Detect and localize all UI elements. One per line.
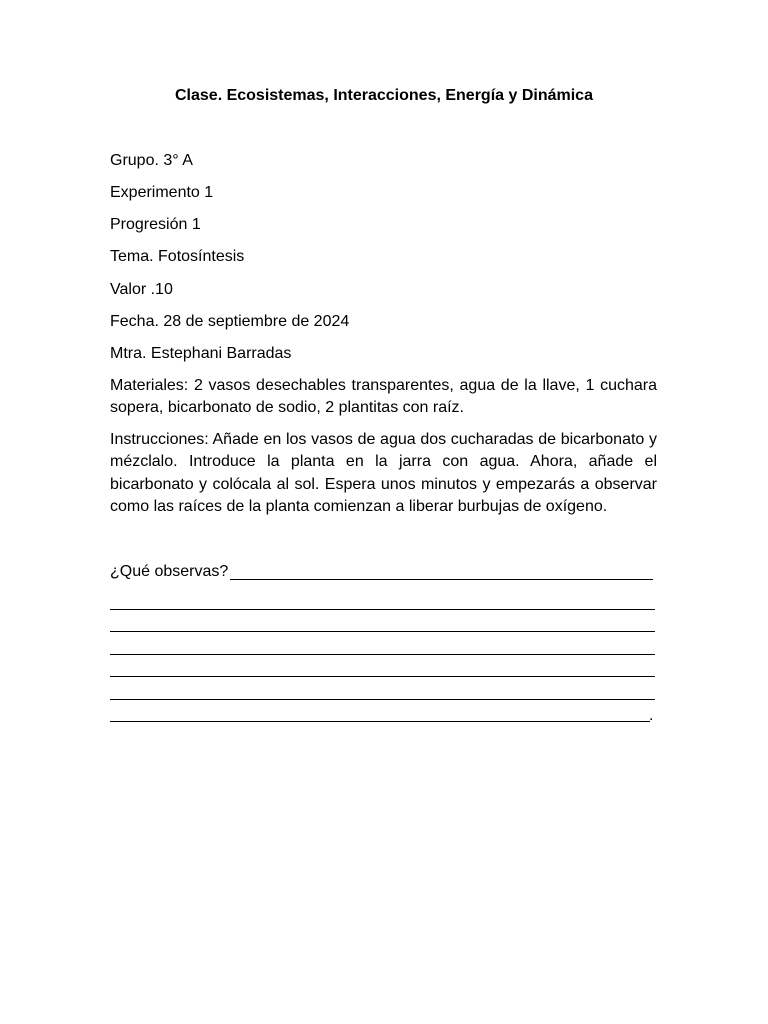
question-label: ¿Qué observas?: [110, 563, 229, 580]
grupo-line: Grupo. 3° A: [110, 152, 193, 169]
teacher-line: Mtra. Estephani Barradas: [110, 345, 292, 362]
experimento-line: Experimento 1: [110, 184, 214, 201]
answer-line: [110, 677, 655, 700]
materials-paragraph: Materiales: 2 vasos desechables transparentes, agua de la llave, 1 cuchara sopera, bicarbonato de sodio, 2 plantitas con raíz.: [110, 377, 657, 417]
progresion-line: Progresión 1: [110, 216, 201, 233]
answer-line: [110, 632, 655, 655]
instructions-paragraph: Instrucciones: Añade en los vasos de agua dos cucharadas de bicarbonato y mézclalo. Introduce la planta en la jarra con agua. Ahora, añade el bicarbonato y colócala al sol. Espera unos minutos y empezarás a observar como las raíces de la planta comienzan a liberar burbujas de oxígeno.: [110, 431, 657, 516]
answer-line: [110, 655, 655, 678]
answer-line: [110, 587, 655, 610]
document-title: Clase. Ecosistemas, Interacciones, Energía y Dinámica: [175, 87, 593, 104]
valor-line: Valor .10: [110, 281, 173, 298]
tema-line: Tema. Fotosíntesis: [110, 248, 245, 265]
answer-line: [110, 610, 655, 633]
answer-lines: [110, 587, 655, 722]
fecha-line: Fecha. 28 de septiembre de 2024: [110, 313, 350, 330]
answer-line: [110, 700, 650, 723]
question-answer-blank: [230, 579, 653, 580]
final-period: .: [649, 707, 654, 724]
